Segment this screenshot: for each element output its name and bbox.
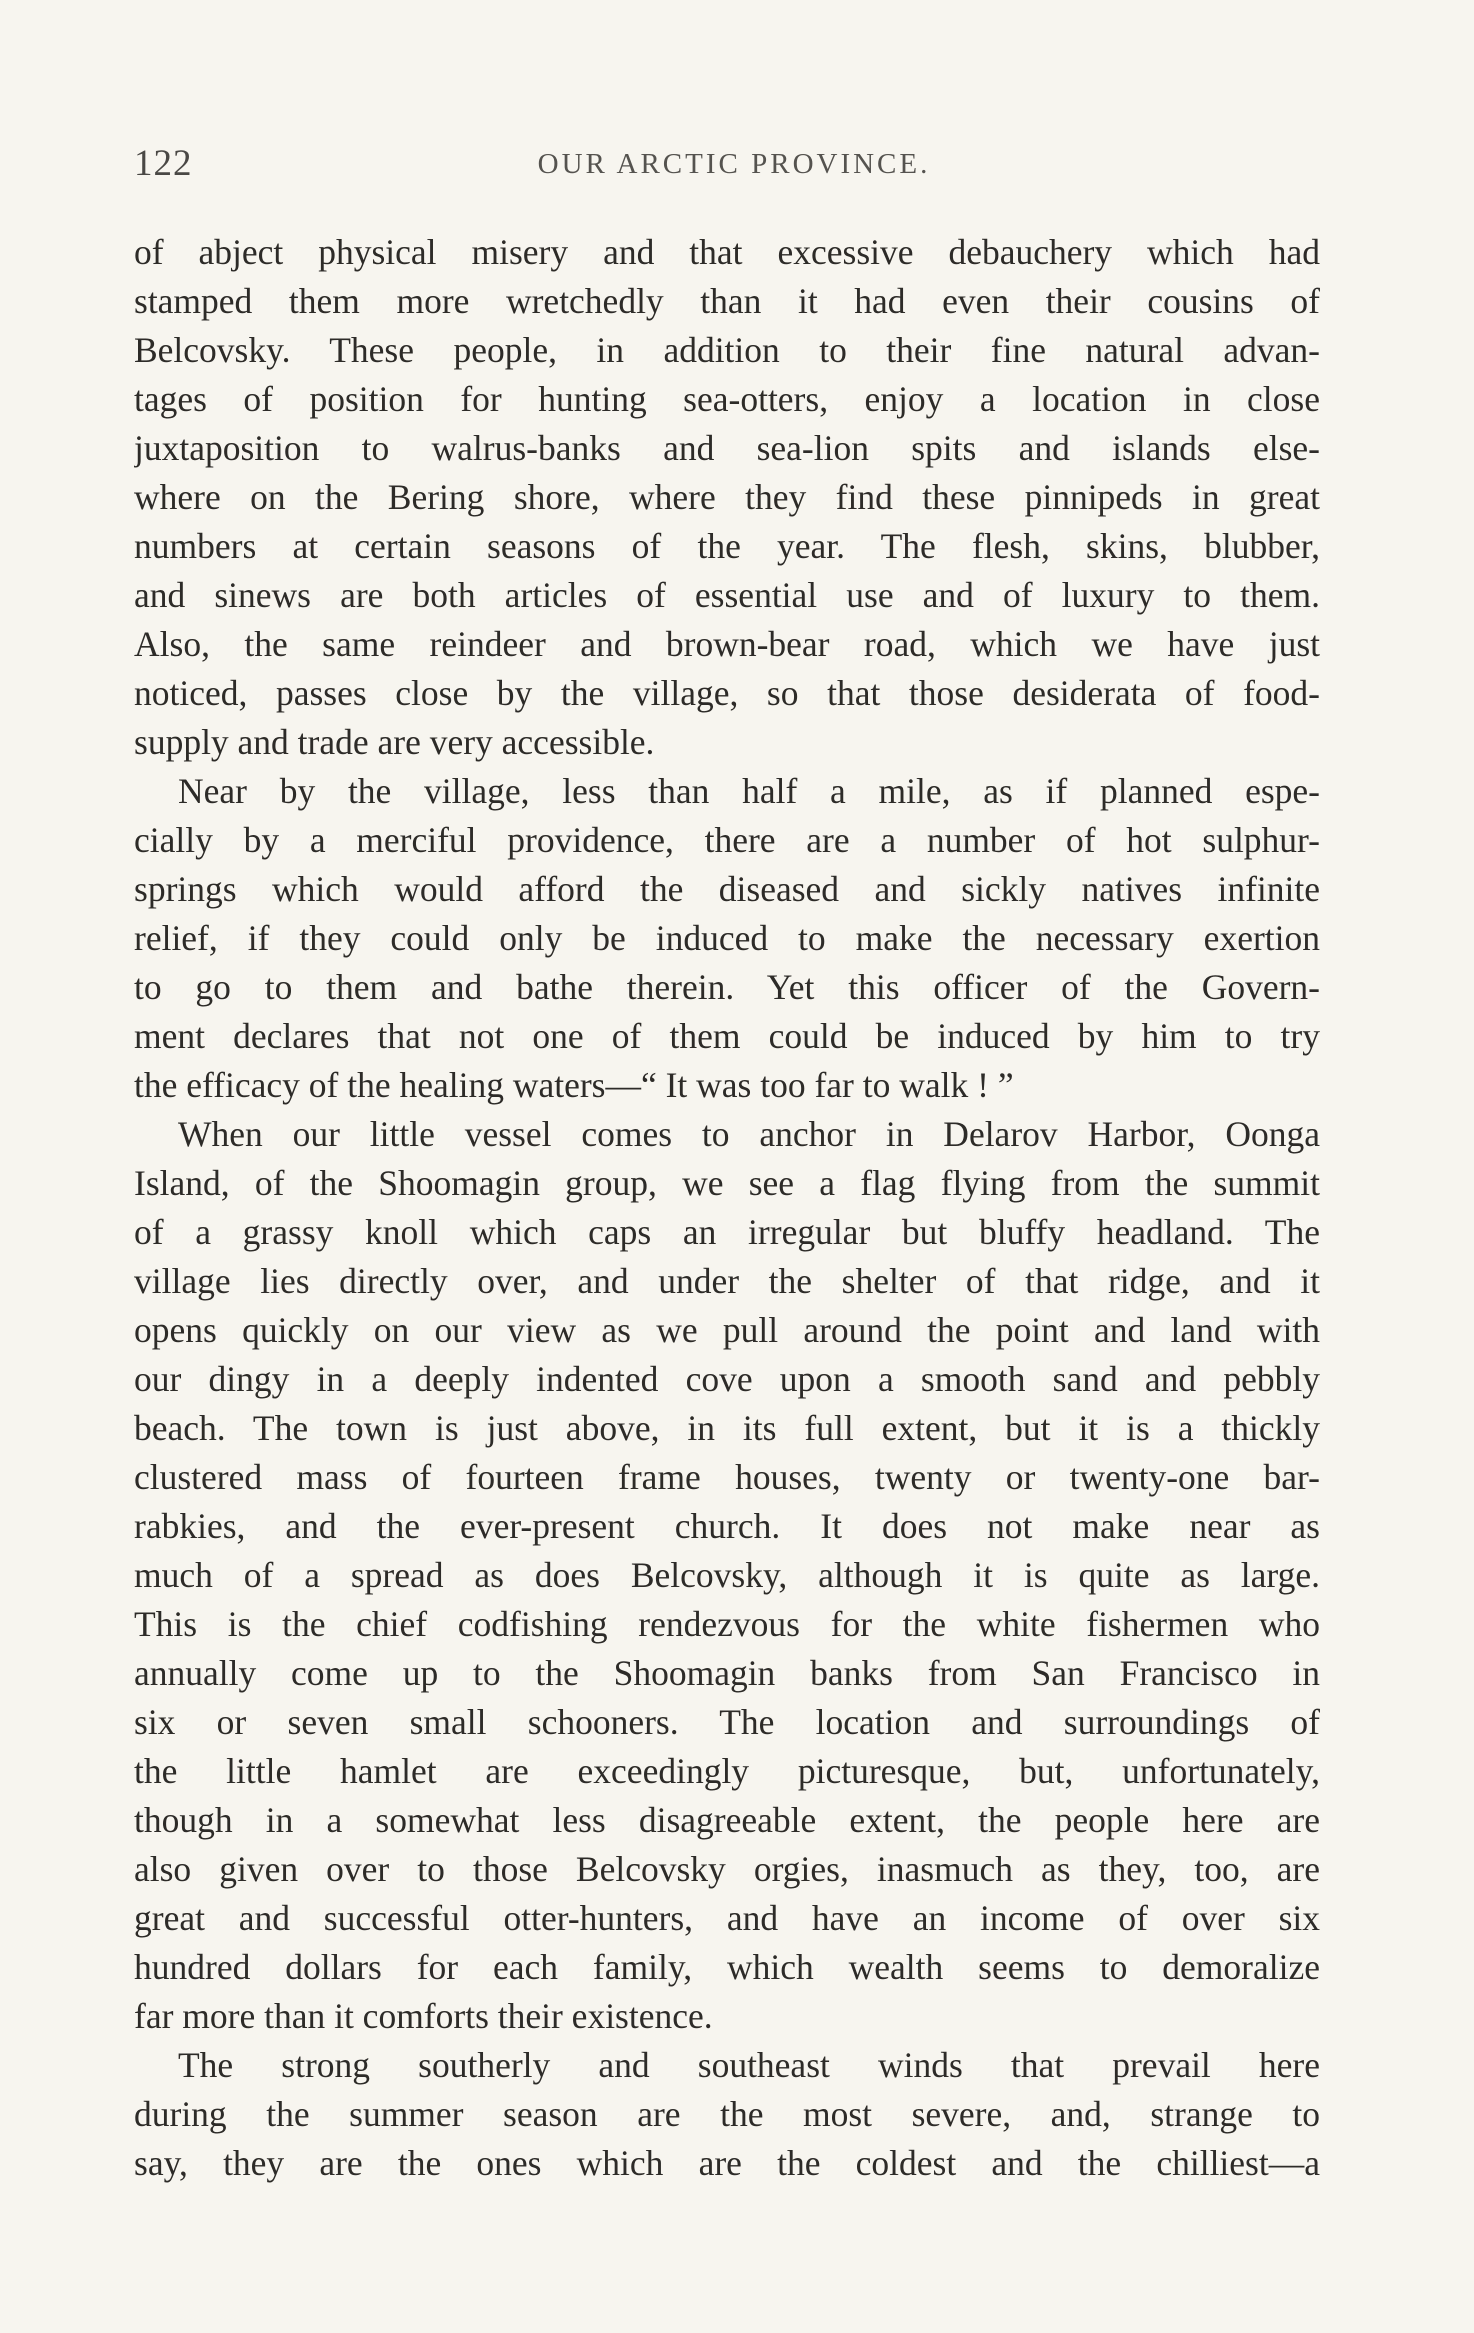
text-line: and sinews are both articles of essential use and of luxury to them. (134, 575, 1320, 615)
text-line: our dingy in a deeply indented cove upon a smooth sand and pebbly (134, 1359, 1320, 1399)
text-line: noticed, passes close by the village, so that those desiderata of food- (134, 673, 1320, 713)
text-line: beach. The town is just above, in its full extent, but it is a thickly (134, 1408, 1320, 1448)
text-line: This is the chief codfishing rendezvous for the white fishermen who (134, 1604, 1320, 1644)
text-line: Island, of the Shoomagin group, we see a flag flying from the summit (134, 1163, 1320, 1203)
text-line: relief, if they could only be induced to make the necessary exertion (134, 918, 1320, 958)
page-number: 122 (134, 143, 193, 184)
text-line: village lies directly over, and under the shelter of that ridge, and it (134, 1261, 1320, 1301)
text-line: to go to them and bathe therein. Yet this officer of the Govern- (134, 967, 1320, 1007)
text-line: during the summer season are the most severe, and, strange to (134, 2094, 1320, 2134)
text-line: of a grassy knoll which caps an irregular but bluffy headland. The (134, 1212, 1320, 1252)
body-text (134, 228, 1320, 2188)
text-line: far more than it comforts their existence. (134, 1996, 713, 2036)
text-line: though in a somewhat less disagreeable extent, the people here are (134, 1800, 1320, 1840)
text-line: clustered mass of fourteen frame houses, twenty or twenty-one bar- (134, 1457, 1320, 1497)
text-line: stamped them more wretchedly than it had even their cousins of (134, 281, 1320, 321)
page-header (134, 142, 1334, 192)
text-line: When our little vessel comes to anchor in Delarov Harbor, Oonga (178, 1114, 1320, 1154)
text-line: opens quickly on our view as we pull around the point and land with (134, 1310, 1320, 1350)
text-line: Also, the same reindeer and brown-bear road, which we have just (134, 624, 1320, 664)
text-line: the efficacy of the healing waters—“ It was too far to walk ! ” (134, 1065, 1014, 1105)
text-line: annually come up to the Shoomagin banks from San Francisco in (134, 1653, 1320, 1693)
text-line: ment declares that not one of them could be induced by him to try (134, 1016, 1320, 1056)
text-line: numbers at certain seasons of the year. The flesh, skins, blubber, (134, 526, 1320, 566)
text-line: Belcovsky. These people, in addition to their fine natural advan- (134, 330, 1320, 370)
text-line: juxtaposition to walrus-banks and sea-lion spits and islands else- (134, 428, 1320, 468)
text-line: rabkies, and the ever-present church. It does not make near as (134, 1506, 1320, 1546)
running-head: OUR ARCTIC PROVINCE. (537, 148, 931, 180)
text-line: springs which would afford the diseased and sickly natives infinite (134, 869, 1320, 909)
text-line: six or seven small schooners. The location and surroundings of (134, 1702, 1320, 1742)
text-line: cially by a merciful providence, there are a number of hot sulphur- (134, 820, 1320, 860)
text-line: great and successful otter-hunters, and have an income of over six (134, 1898, 1320, 1938)
text-line: tages of position for hunting sea-otters, enjoy a location in close (134, 379, 1320, 419)
text-line: hundred dollars for each family, which wealth seems to demoralize (134, 1947, 1320, 1987)
text-line: Near by the village, less than half a mile, as if planned espe- (178, 771, 1320, 811)
text-line: also given over to those Belcovsky orgies, inasmuch as they, too, are (134, 1849, 1320, 1889)
text-line: supply and trade are very accessible. (134, 722, 655, 762)
text-line: The strong southerly and southeast winds that prevail here (178, 2045, 1320, 2085)
text-line: where on the Bering shore, where they find these pinnipeds in great (134, 477, 1320, 517)
text-line: of abject physical misery and that excessive debauchery which had (134, 232, 1320, 272)
text-line: say, they are the ones which are the coldest and the chilliest—a (134, 2143, 1320, 2183)
text-line: much of a spread as does Belcovsky, although it is quite as large. (134, 1555, 1320, 1595)
text-line: the little hamlet are exceedingly picturesque, but, unfortunately, (134, 1751, 1320, 1791)
